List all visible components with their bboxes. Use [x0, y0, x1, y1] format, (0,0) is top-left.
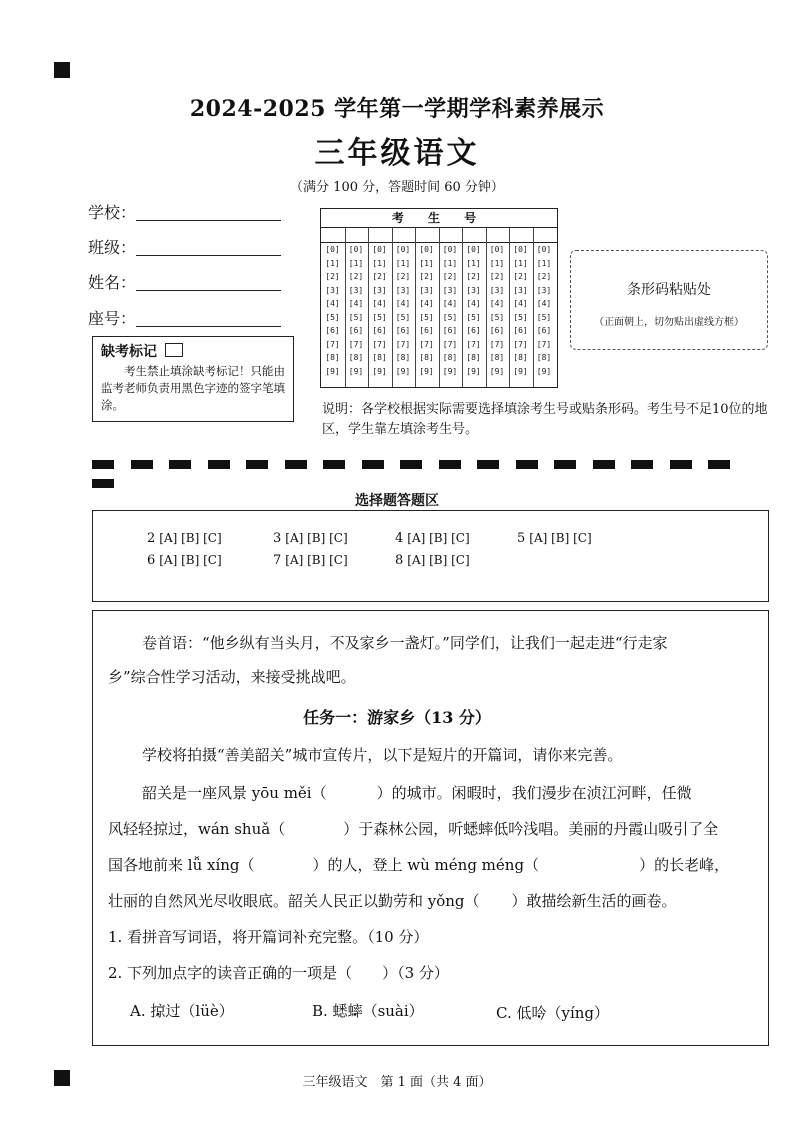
- answer-item-6[interactable]: 6 [A] [B] [C]: [147, 553, 222, 568]
- exam-number-bubble[interactable]: [7]: [536, 339, 552, 349]
- exam-number-bubble[interactable]: [7]: [513, 339, 528, 349]
- name-field[interactable]: [88, 270, 281, 293]
- exam-number-bubble[interactable]: [6]: [348, 326, 364, 335]
- dash-block: [631, 460, 653, 469]
- exam-number-bubble[interactable]: [3]: [395, 285, 411, 295]
- option-c[interactable]: C. 低吟（yíng）: [496, 1004, 610, 1022]
- exam-number-bubble[interactable]: [9]: [489, 366, 505, 376]
- dash-block: [169, 460, 191, 469]
- paragraph-4: 国各地前来 lǚ xíng（ ）的人，登上 wù méng méng（ ）的长老峰，: [108, 856, 730, 874]
- exam-number-bubble[interactable]: [3]: [513, 285, 528, 295]
- exam-number-column: [533, 243, 555, 378]
- dash-block: [400, 460, 422, 469]
- answer-item-3[interactable]: 3 [A] [B] [C]: [273, 531, 348, 546]
- exam-number-bubble[interactable]: [4]: [489, 299, 505, 308]
- exam-number-column: [439, 243, 461, 378]
- exam-number-bubble[interactable]: [7]: [419, 339, 434, 349]
- exam-number-bubble[interactable]: [1]: [536, 258, 552, 268]
- exam-number-bubble[interactable]: [5]: [536, 312, 552, 322]
- dash-block: [92, 460, 114, 469]
- exam-number-bubble[interactable]: [0]: [513, 245, 528, 254]
- paragraph-5: 壮丽的自然风光尽收眼底。韶关人民正以勤劳和 yǒng（ ）敢描绘新生活的画卷。: [108, 892, 677, 910]
- exam-number-bubble[interactable]: [7]: [348, 339, 364, 349]
- answer-area-title: 选择题答题区: [355, 493, 439, 509]
- dash-block: [92, 479, 114, 488]
- exam-number-column: [392, 243, 414, 378]
- exam-number-bubble[interactable]: [9]: [325, 366, 340, 376]
- exam-number-bubble[interactable]: [5]: [466, 312, 481, 322]
- exam-number-bubble[interactable]: [4]: [325, 299, 340, 308]
- exam-number-bubble[interactable]: [2]: [395, 272, 411, 281]
- exam-number-bubble[interactable]: [2]: [325, 272, 340, 281]
- exam-number-bubble[interactable]: [2]: [442, 272, 458, 281]
- exam-number-bubble[interactable]: [0]: [489, 245, 505, 254]
- instructions: 说明：各学校根据实际需要选择填涂考生号或贴条形码。考生号不足10位的地区，学生靠左填涂考生号。: [322, 402, 768, 437]
- exam-number-title: 考 生 号: [321, 209, 557, 228]
- exam-number-column: [322, 243, 344, 378]
- paragraph-3: 风轻轻掠过，wán shuǎ（ ）于森林公园，听蟋蟀低吟浅唱。美丽的丹霞山吸引了全: [108, 820, 719, 838]
- exam-subtitle: （满分 100 分，答题时间 60 分钟）: [290, 180, 504, 195]
- answer-item-8[interactable]: 8 [A] [B] [C]: [395, 553, 470, 568]
- dash-block: [593, 460, 615, 469]
- dash-block: [554, 460, 576, 469]
- school-field[interactable]: [88, 200, 281, 223]
- exam-number-bubble[interactable]: [2]: [536, 272, 552, 281]
- exam-number-bubble[interactable]: [4]: [372, 299, 387, 308]
- dash-block: [477, 460, 499, 469]
- dashed-separator: [92, 454, 772, 464]
- barcode-title: 条形码粘贴处: [627, 282, 711, 298]
- exam-number-bubble[interactable]: [7]: [395, 339, 411, 349]
- dash-block: [208, 460, 230, 469]
- exam-number-bubble[interactable]: [9]: [442, 366, 458, 376]
- exam-number-bubble[interactable]: [3]: [348, 285, 364, 295]
- exam-number-column: [416, 243, 438, 378]
- exam-number-bubble[interactable]: [3]: [419, 285, 434, 295]
- exam-number-bubble[interactable]: [4]: [513, 299, 528, 308]
- exam-number-bubble[interactable]: [4]: [466, 299, 481, 308]
- exam-number-bubble[interactable]: [6]: [513, 326, 528, 335]
- exam-number-bubble[interactable]: [8]: [536, 353, 552, 362]
- exam-number-bubble[interactable]: [3]: [466, 285, 481, 295]
- exam-number-bubble[interactable]: [2]: [419, 272, 434, 281]
- exam-number-bubble[interactable]: [1]: [513, 258, 528, 268]
- exam-number-bubble[interactable]: [9]: [348, 366, 364, 376]
- exam-number-bubble[interactable]: [8]: [372, 353, 387, 362]
- paragraph-2: 韶关是一座风景 yōu měi（ ）的城市。闲暇时，我们漫步在浈江河畔，任微: [142, 784, 692, 802]
- exam-number-bubble[interactable]: [0]: [536, 245, 552, 254]
- exam-number-bubble[interactable]: [5]: [442, 312, 458, 322]
- answer-item-7[interactable]: 7 [A] [B] [C]: [273, 553, 348, 568]
- intro-line-2: 乡”综合性学习活动，来接受挑战吧。: [108, 668, 356, 686]
- exam-number-bubble[interactable]: [0]: [348, 245, 364, 254]
- exam-number-bubble[interactable]: [3]: [536, 285, 552, 295]
- answer-item-2[interactable]: 2 [A] [B] [C]: [147, 531, 222, 546]
- option-a[interactable]: A. 掠过（lüè）: [130, 1002, 234, 1020]
- question-2: 2. 下列加点字的读音正确的一项是（ ）（3 分）: [108, 964, 449, 982]
- exam-number-bubble[interactable]: [8]: [348, 353, 364, 362]
- exam-number-bubble[interactable]: [7]: [489, 339, 505, 349]
- corner-mark-top-left: [54, 62, 70, 78]
- exam-number-bubble[interactable]: [9]: [536, 366, 552, 376]
- exam-number-bubble[interactable]: [0]: [442, 245, 458, 254]
- option-b[interactable]: B. 蟋蟀（suài）: [312, 1002, 424, 1020]
- exam-number-bubble[interactable]: [0]: [419, 245, 434, 254]
- school-line: [136, 204, 281, 221]
- exam-number-column: [486, 243, 508, 378]
- exam-title-year: 2024-2025 学年第一学期学科素养展示: [189, 96, 605, 122]
- exam-number-bubble[interactable]: [6]: [536, 326, 552, 335]
- exam-number-bubble[interactable]: [7]: [372, 339, 387, 349]
- question-1: 1. 看拼音写词语，将开篇词补充完整。（10 分）: [108, 928, 429, 946]
- dash-block: [131, 460, 153, 469]
- exam-number-bubble[interactable]: [2]: [372, 272, 387, 281]
- exam-number-bubble[interactable]: [9]: [466, 366, 481, 376]
- class-label: 班级：: [88, 238, 137, 257]
- dash-block: [708, 460, 730, 469]
- exam-number-bubble[interactable]: [4]: [419, 299, 434, 308]
- exam-number-bubble[interactable]: [0]: [395, 245, 411, 254]
- exam-number-bubble[interactable]: [9]: [372, 366, 387, 376]
- exam-number-column: [463, 243, 485, 378]
- dash-block: [323, 460, 345, 469]
- exam-number-bubble[interactable]: [0]: [325, 245, 340, 254]
- school-label: 学校：: [88, 203, 137, 222]
- exam-number-bubble[interactable]: [0]: [466, 245, 481, 254]
- exam-number-bubble[interactable]: [8]: [419, 353, 434, 362]
- exam-number-bubble[interactable]: [8]: [466, 353, 481, 362]
- exam-number-bubble[interactable]: [4]: [536, 299, 552, 308]
- exam-number-bubble[interactable]: [5]: [419, 312, 434, 322]
- seat-field[interactable]: [88, 306, 281, 329]
- barcode-area: [570, 250, 768, 350]
- exam-number-bubble[interactable]: [6]: [466, 326, 481, 335]
- class-field[interactable]: [88, 235, 281, 258]
- dash-block: [246, 460, 268, 469]
- exam-number-column: [369, 243, 391, 378]
- exam-number-bubble[interactable]: [0]: [372, 245, 387, 254]
- exam-number-bubble[interactable]: [1]: [348, 258, 364, 268]
- exam-number-bubble[interactable]: [5]: [348, 312, 364, 322]
- dash-block: [285, 460, 307, 469]
- exam-number-bubble[interactable]: [7]: [325, 339, 340, 349]
- exam-number-bubble[interactable]: [6]: [419, 326, 434, 335]
- exam-number-bubble[interactable]: [9]: [419, 366, 434, 376]
- paragraph-1: 学校将拍摄“善美韶关”城市宣传片，以下是短片的开篇词，请你来完善。: [142, 746, 623, 764]
- exam-number-bubble[interactable]: [2]: [513, 272, 528, 281]
- exam-number-bubble[interactable]: [8]: [489, 353, 505, 362]
- absent-checkbox[interactable]: [165, 343, 183, 357]
- answer-item-5[interactable]: 5 [A] [B] [C]: [517, 531, 592, 546]
- exam-number-bubble[interactable]: [6]: [442, 326, 458, 335]
- absent-mark-box: [92, 336, 294, 422]
- dash-block: [516, 460, 538, 469]
- exam-number-bubble[interactable]: [5]: [489, 312, 505, 322]
- barcode-note: （正面朝上，切勿贴出虚线方框）: [594, 317, 744, 328]
- seat-label: 座号：: [88, 309, 137, 328]
- exam-number-column: [345, 243, 367, 378]
- exam-number-bubble[interactable]: [8]: [513, 353, 528, 362]
- exam-number-bubble[interactable]: [4]: [442, 299, 458, 308]
- name-label: 姓名：: [88, 273, 137, 292]
- exam-number-bubble[interactable]: [6]: [395, 326, 411, 335]
- exam-number-bubble[interactable]: [2]: [466, 272, 481, 281]
- exam-number-bubble[interactable]: [8]: [325, 353, 340, 362]
- exam-number-column: [510, 243, 532, 378]
- exam-number-bubble[interactable]: [3]: [325, 285, 340, 295]
- exam-number-bubble[interactable]: [7]: [466, 339, 481, 349]
- exam-number-bubble[interactable]: [3]: [442, 285, 458, 295]
- answer-area-box: [92, 510, 769, 602]
- exam-number-bubble[interactable]: [8]: [442, 353, 458, 362]
- exam-number-bubble[interactable]: [9]: [513, 366, 528, 376]
- exam-title-grade: 三年级语文: [314, 136, 480, 171]
- exam-number-bubble[interactable]: [1]: [466, 258, 481, 268]
- exam-number-bubble[interactable]: [6]: [325, 326, 340, 335]
- dash-block: [362, 460, 384, 469]
- page-footer: 三年级语文 第 1 面（共 4 面）: [302, 1075, 492, 1090]
- dash-block: [439, 460, 461, 469]
- exam-number-bubble[interactable]: [5]: [513, 312, 528, 322]
- exam-number-bubble[interactable]: [1]: [372, 258, 387, 268]
- exam-number-bubble[interactable]: [3]: [372, 285, 387, 295]
- exam-number-bubble[interactable]: [8]: [395, 353, 411, 362]
- intro-line-1: 卷首语：“他乡纵有当头月，不及家乡一盏灯。”同学们，让我们一起走进“行走家: [142, 634, 668, 652]
- absent-note: 考生禁止填涂缺考标记！只能由监考老师负责用黑色字迹的签字笔填涂。: [101, 364, 285, 412]
- exam-number-bubble[interactable]: [3]: [489, 285, 505, 295]
- exam-number-bubble[interactable]: [5]: [372, 312, 387, 322]
- absent-title: 缺考标记: [101, 344, 157, 360]
- name-line: [136, 274, 281, 291]
- exam-number-bubble[interactable]: [9]: [395, 366, 411, 376]
- exam-number-bubble[interactable]: [5]: [325, 312, 340, 322]
- exam-number-bubble[interactable]: [1]: [489, 258, 505, 268]
- answer-item-4[interactable]: 4 [A] [B] [C]: [395, 531, 470, 546]
- exam-number-bubble[interactable]: [4]: [395, 299, 411, 308]
- dash-block: [670, 460, 692, 469]
- exam-number-bubble[interactable]: [6]: [489, 326, 505, 335]
- exam-number-bubble[interactable]: [6]: [372, 326, 387, 335]
- task-one-title: 任务一：游家乡（13 分）: [303, 708, 491, 727]
- exam-number-bubble[interactable]: [2]: [348, 272, 364, 281]
- exam-number-bubble[interactable]: [1]: [325, 258, 340, 268]
- exam-number-grid: [320, 208, 558, 388]
- exam-number-bubble[interactable]: [1]: [395, 258, 411, 268]
- exam-number-bubble[interactable]: [4]: [348, 299, 364, 308]
- seat-line: [136, 310, 281, 327]
- exam-number-bubble[interactable]: [1]: [419, 258, 434, 268]
- exam-number-bubble[interactable]: [5]: [395, 312, 411, 322]
- exam-number-bubble[interactable]: [7]: [442, 339, 458, 349]
- class-line: [136, 239, 281, 256]
- exam-number-bubble[interactable]: [1]: [442, 258, 458, 268]
- exam-number-bubble[interactable]: [2]: [489, 272, 505, 281]
